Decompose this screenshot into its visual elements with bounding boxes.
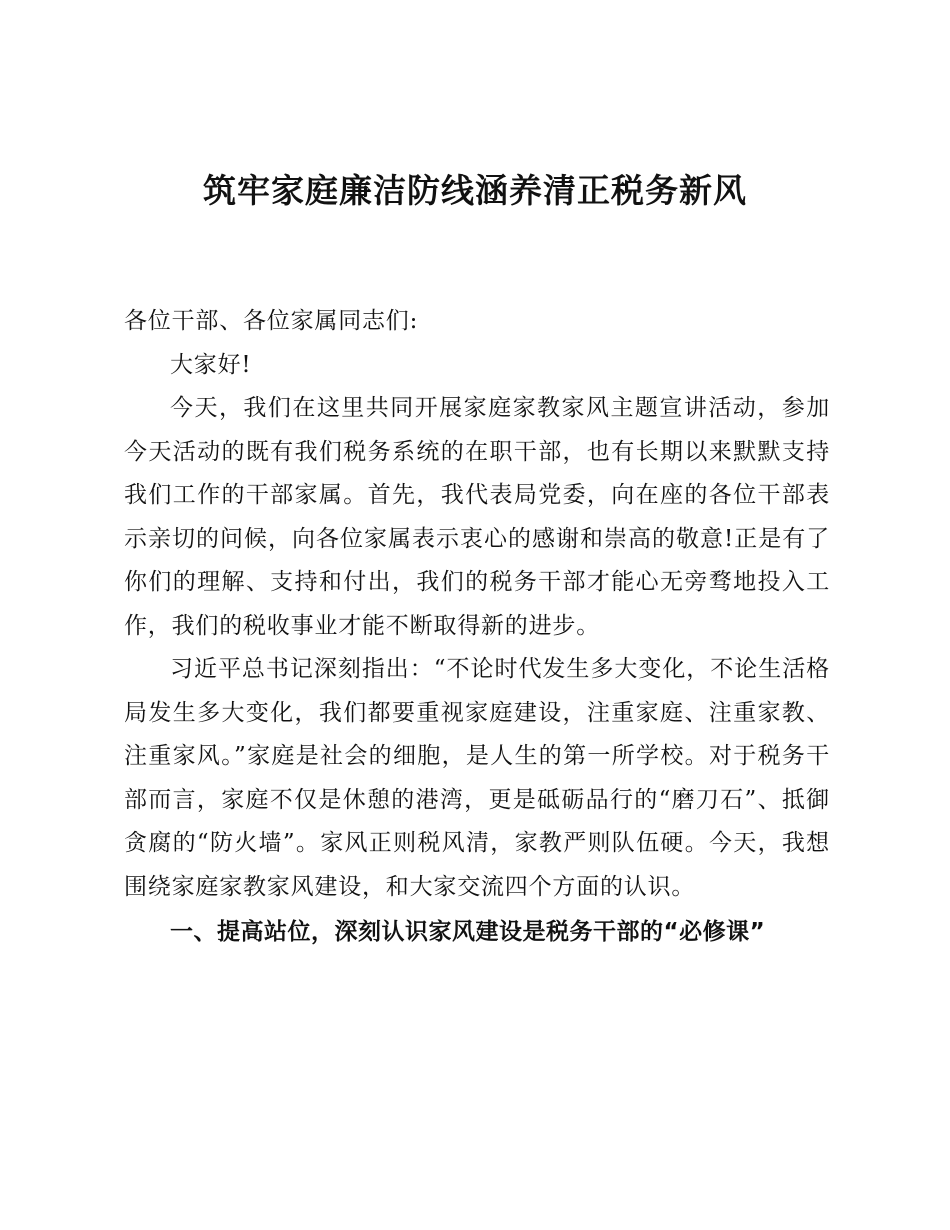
salutation: 各位干部、各位家属同志们:: [124, 308, 419, 334]
document-title: 筑牢家庭廉洁防线涵养清正税务新风: [203, 171, 747, 210]
document-body: [124, 300, 830, 955]
section-heading: 一、提高站位，深刻认识家风建设是税务干部的“必修课”: [170, 919, 766, 945]
greeting: 大家好!: [170, 351, 252, 378]
paragraph-opening: 今天，我们在这里共同开展家庭家教家风主题宣讲活动，参加今天活动的既有我们税务系统的在职干部，也有长期以来默默支持我们工作的干部家属。首先，我代表局党委，向在座的各位干部表示亲切的问候，向各位家属表示衷心的感谢和崇高的敬意!正是有了你们的理解、支持和付出，我们的税务干部才能心无旁骛地投入工作，我们的税收事业才能不断取得新的进步。: [124, 395, 830, 639]
paragraph-quote: 习近平总书记深刻指出：“不论时代发生多大变化，不论生活格局发生多大变化，我们都要重视家庭建设，注重家庭、注重家教、注重家风。”家庭是社会的细胞，是人生的第一所学校。对于税务干部而言，家庭不仅是休憩的港湾，更是砥砺品行的“磨刀石”、抵御贪腐的“防火墙”。家风正则税风清，家教严则队伍硬。今天，我想围绕家庭家教家风建设，和大家交流四个方面的认识。: [124, 656, 830, 900]
